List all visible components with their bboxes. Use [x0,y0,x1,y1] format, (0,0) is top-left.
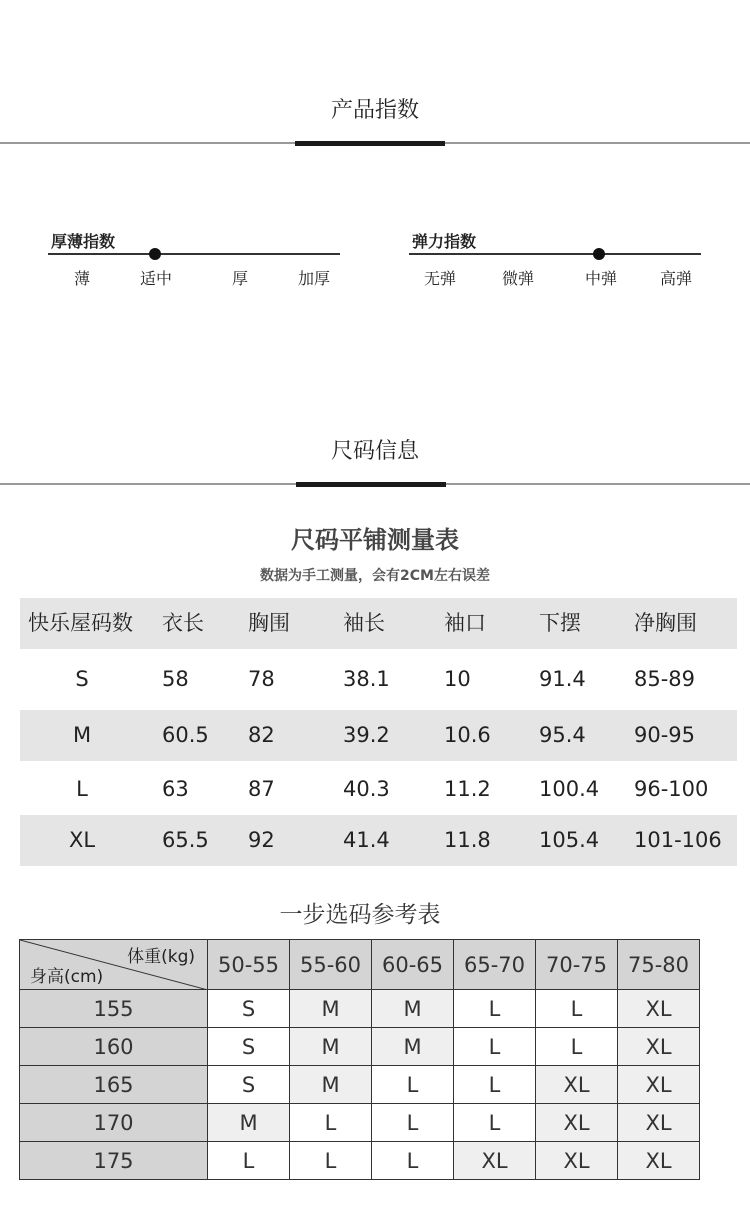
size-cell: L [372,1142,454,1180]
size-cell: XL [536,1142,618,1180]
value-cell: 63 [162,777,189,801]
reference-row [20,1104,700,1142]
table-row [20,815,737,866]
value-cell: 58 [162,667,189,691]
size-cell: M [290,1066,372,1104]
size-cell: L [454,990,536,1028]
header-cell: 衣长 [162,611,204,635]
size-cell: M [72,723,92,747]
elasticity-option: 微弹 [501,269,535,288]
reference-row [20,1028,700,1066]
header-cell: 下摆 [539,611,581,635]
size-cell: L [454,1066,536,1104]
value-cell: 87 [248,777,275,801]
size-reference-table [19,939,700,1180]
size-cell: L [536,1028,618,1066]
size-cell: S [208,990,290,1028]
size-cell: L [76,777,88,801]
size-cell: XL [618,1142,700,1180]
size-cell: S [208,1028,290,1066]
thickness-index [48,229,340,289]
value-cell: 60.5 [162,723,209,747]
value-cell: 105.4 [539,828,600,852]
value-cell: 95.4 [539,723,586,747]
header-cell: 快乐屋码数 [28,611,133,635]
size-cell: M [290,1028,372,1066]
measurement-header-row [20,598,737,649]
thickness-option: 厚 [231,269,249,288]
value-cell: 82 [248,723,275,747]
size-cell: L [372,1066,454,1104]
height-cell: 175 [20,1142,208,1180]
reference-row [20,1066,700,1104]
product-index-title: 产品指数 [330,98,419,123]
size-cell: XL [618,1104,700,1142]
product-index-accent [295,141,445,146]
table-row [20,654,737,705]
value-cell: 10.6 [444,723,491,747]
size-reference-title: 一步选码参考表 [279,902,441,928]
value-cell: 78 [248,667,275,691]
thickness-option: 薄 [73,269,91,288]
header-cell: 净胸围 [634,611,697,635]
corner-header-cell [20,940,208,990]
size-info-accent [296,482,446,487]
measurement-table-title: 尺码平铺测量表 [291,526,459,554]
elasticity-option: 中弹 [584,269,618,288]
header-cell: 袖口 [444,611,486,635]
value-cell: 38.1 [343,667,390,691]
size-info-title: 尺码信息 [330,439,419,464]
weight-header-cell: 75-80 [618,940,700,990]
reference-row [20,1142,700,1180]
reference-row [20,990,700,1028]
value-cell: 39.2 [343,723,390,747]
size-cell: S [208,1066,290,1104]
height-cell: 165 [20,1066,208,1104]
thickness-index-label: 厚薄指数 [51,232,116,251]
header-cell: 袖长 [343,611,385,635]
size-cell: L [372,1104,454,1142]
height-cell: 170 [20,1104,208,1142]
value-cell: 11.8 [444,828,491,852]
height-axis-label: 身高(cm) [30,967,104,987]
size-cell: XL [618,1066,700,1104]
size-cell: M [372,990,454,1028]
elasticity-option: 高弹 [659,269,693,288]
weight-header-cell: 65-70 [454,940,536,990]
size-cell: XL [454,1142,536,1180]
size-cell: L [208,1142,290,1180]
size-cell: M [208,1104,290,1142]
value-cell: 100.4 [539,777,600,801]
value-cell: 40.3 [343,777,390,801]
weight-header-cell: 55-60 [290,940,372,990]
value-cell: 92 [248,828,275,852]
weight-header-cell: 70-75 [536,940,618,990]
thickness-option: 适中 [139,269,173,288]
height-cell: 155 [20,990,208,1028]
size-cell: L [290,1142,372,1180]
size-cell: XL [618,1028,700,1066]
header-cell: 胸围 [248,611,290,635]
elasticity-index-track [409,253,701,255]
size-cell: L [536,990,618,1028]
value-cell: 65.5 [162,828,209,852]
size-cell: XL [618,990,700,1028]
size-cell: L [454,1028,536,1066]
measurement-table-note: 数据为手工测量，会有2CM左右误差 [260,568,490,584]
size-cell: L [290,1104,372,1142]
elasticity-selected-marker [593,248,605,260]
height-cell: 160 [20,1028,208,1066]
thickness-selected-marker [149,248,161,260]
thickness-option: 加厚 [297,269,331,288]
value-cell: 85-89 [634,667,696,691]
elasticity-index [409,229,701,289]
value-cell: 41.4 [343,828,390,852]
size-cell: XL [536,1066,618,1104]
value-cell: 91.4 [539,667,586,691]
elasticity-index-label: 弹力指数 [412,232,477,251]
weight-axis-label: 体重(kg) [127,947,195,967]
value-cell: 11.2 [444,777,491,801]
size-cell: XL [68,828,96,852]
value-cell: 101-106 [634,828,722,852]
thickness-index-track [48,253,340,255]
weight-header-cell: 50-55 [208,940,290,990]
size-cell: S [75,667,89,691]
size-cell: M [290,990,372,1028]
size-cell: L [454,1104,536,1142]
size-cell: M [372,1028,454,1066]
weight-header-cell: 60-65 [372,940,454,990]
table-row [20,710,737,761]
reference-header-row [20,940,700,990]
value-cell: 90-95 [634,723,696,747]
value-cell: 10 [444,667,471,691]
size-cell: XL [536,1104,618,1142]
value-cell: 96-100 [634,777,709,801]
elasticity-option: 无弹 [423,269,457,288]
table-row [20,764,737,815]
